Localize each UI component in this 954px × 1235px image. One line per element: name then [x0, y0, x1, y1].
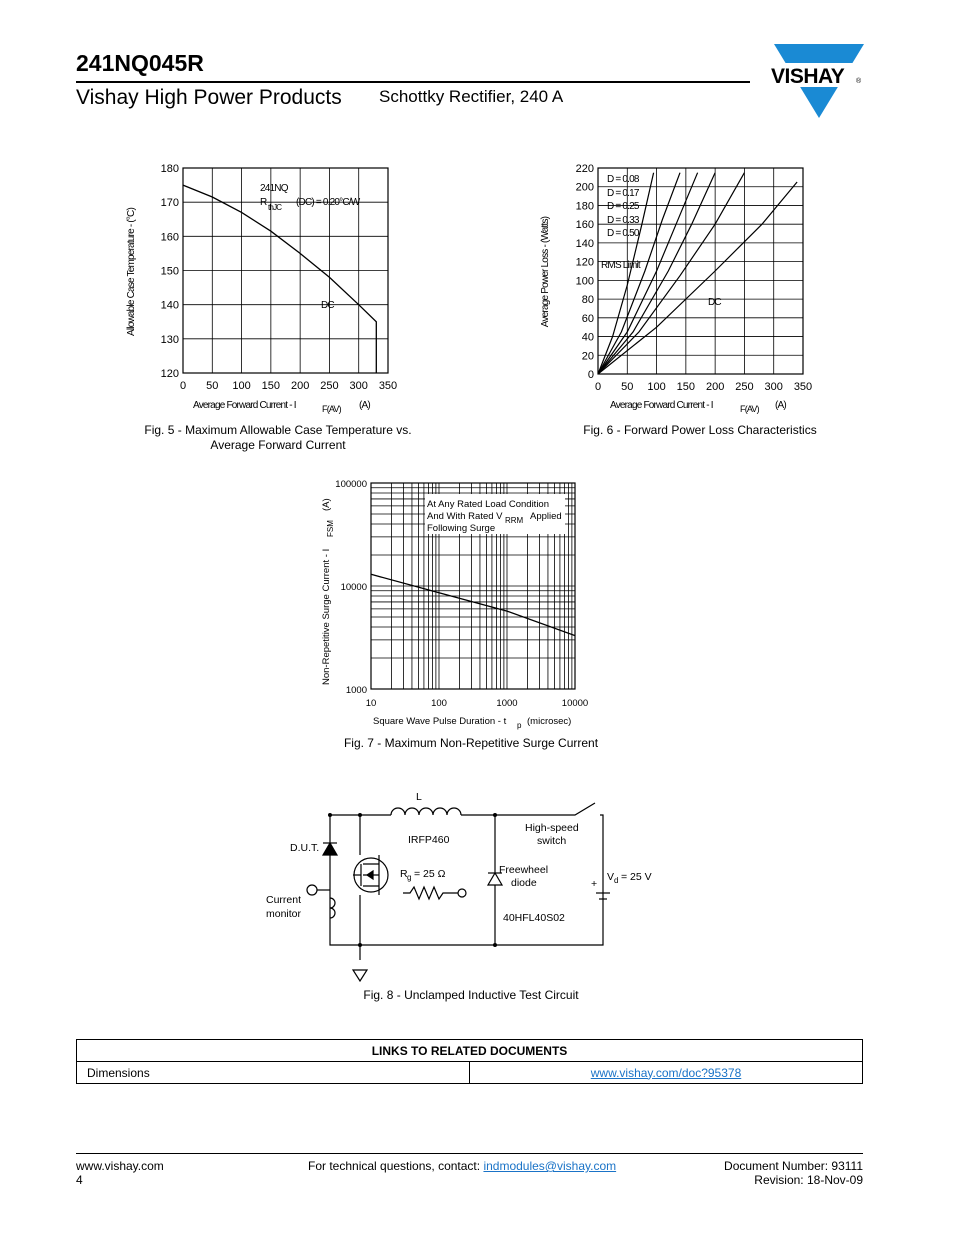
fig7-xtick: 10	[365, 698, 377, 709]
fig7-surge-curve	[371, 574, 575, 635]
fig6-xtick: 150	[676, 381, 696, 393]
fig5-xtick: 0	[179, 380, 187, 392]
rg-label: R	[400, 868, 408, 880]
fig5-xlabel-sub: F(AV)	[322, 404, 341, 414]
fig6-ylabel: Average Power Loss - (Watts)	[540, 216, 551, 328]
fig6-ytick: 0	[587, 369, 594, 381]
footer-website: www.vishay.com	[76, 1159, 164, 1173]
fig6-rms-label: RMS Limit	[601, 260, 640, 271]
fig6-duty-label-1: D = 0.08	[607, 174, 639, 185]
freewheel-label-line2: diode	[511, 877, 537, 889]
fig5-dc-label: DC	[321, 300, 334, 311]
fig7-xlabel: Square Wave Pulse Duration - t	[373, 716, 507, 727]
fig6-xtick: 200	[705, 381, 725, 393]
fig6-xtick: 250	[735, 381, 754, 393]
fig6-ytick: 180	[575, 200, 594, 213]
fig7-ytick: 100000	[335, 479, 367, 490]
fig6-caption: Fig. 6 - Forward Power Loss Characteristics	[583, 423, 817, 437]
fig6-ytick: 40	[581, 331, 594, 344]
footer-page-number: 4	[76, 1173, 83, 1187]
fig5-annotation-r: R	[260, 197, 267, 208]
fig6-ytick: 120	[575, 256, 594, 269]
fig6-ytick: 80	[581, 294, 594, 307]
fig6-ytick: 60	[581, 312, 594, 325]
footer-right	[724, 1159, 863, 1187]
fig6-ytick: 200	[575, 181, 594, 194]
fig5-ytick: 130	[160, 333, 179, 346]
fig6-dc-label: DC	[708, 297, 721, 308]
fig5-ytick: 160	[160, 231, 179, 244]
fig7-ylabel-sub: FSM	[326, 520, 335, 537]
fig6-duty-label-2: D = 0.17	[607, 188, 639, 199]
fig5-xtick: 300	[349, 380, 368, 392]
fig5-ytick: 170	[160, 197, 179, 210]
fig5-ytick: 180	[160, 163, 179, 175]
fig5-xtick: 100	[232, 380, 251, 392]
fig7-ylabel: Non-Repetitive Surge Current - I	[321, 548, 332, 685]
footer-contact	[308, 1159, 616, 1173]
fig5-annotation-value: (DC) = 0.20°C/W	[296, 197, 360, 208]
footer-revision: Revision: 18-Nov-09	[754, 1173, 863, 1187]
current-monitor-line2: monitor	[266, 908, 302, 920]
fig5-chart	[118, 160, 418, 420]
fig6-xtick: 100	[647, 381, 666, 393]
inductor-coil	[391, 808, 461, 815]
vd-label-sub: d	[614, 876, 619, 885]
fig6-xtick: 300	[764, 381, 783, 393]
mosfet-label: IRFP460	[408, 834, 450, 846]
fig5-xlabel: Average Forward Current - I	[193, 400, 296, 411]
registered-mark-icon: ®	[856, 78, 862, 85]
fig5-xtick: 250	[320, 380, 339, 392]
fig5-ytick: 120	[160, 368, 179, 380]
vd-label: V	[607, 871, 615, 883]
inductor-label: L	[416, 791, 422, 803]
dimensions-link[interactable]: www.vishay.com/doc?95378	[590, 1065, 742, 1080]
rg-label-sub: g	[407, 873, 412, 882]
fig8-circuit	[255, 785, 675, 990]
current-monitor-line1: Current	[266, 894, 302, 906]
diode-part-label: 40HFL40S02	[503, 912, 565, 924]
fig7-note-line3: Following Surge	[427, 523, 496, 534]
fig7-note-line2a: And With Rated V	[427, 511, 503, 522]
rg-value: = 25 Ω	[414, 868, 446, 880]
fig7-caption: Fig. 7 - Maximum Non-Repetitive Surge Current	[343, 736, 599, 750]
brand-line: Vishay High Power Products	[76, 86, 342, 109]
fig5-annotation-sub: thJC	[268, 203, 282, 212]
fig5-annotation-part: 241NQ	[260, 183, 288, 194]
vishay-logo	[768, 44, 866, 119]
links-table	[76, 1039, 863, 1084]
fig6-ytick: 100	[575, 275, 594, 288]
vd-plus: +	[591, 878, 598, 890]
links-row-label: Dimensions	[77, 1062, 470, 1084]
part-number: 241NQ045R	[76, 50, 204, 76]
fig6-xtick: 0	[594, 381, 602, 393]
fig5-xlabel-unit: (A)	[359, 400, 370, 411]
fig5-ytick: 140	[160, 299, 179, 312]
fig7-chart	[315, 475, 605, 730]
footer-contact-email[interactable]: indmodules@vishay.com	[483, 1159, 617, 1173]
freewheel-label-line1: Freewheel	[499, 864, 549, 876]
document-subtitle: Schottky Rectifier, 240 A	[379, 87, 564, 106]
switch-label-line1: High-speed	[525, 822, 579, 834]
footer-contact-text: For technical questions, contact:	[308, 1159, 481, 1173]
fig7-xtick: 1000	[496, 698, 518, 709]
fig6-xlabel-sub: F(AV)	[740, 404, 759, 414]
fig6-chart	[530, 160, 830, 420]
fig7-ytick: 10000	[340, 582, 367, 593]
fig7-xlabel-sub: p	[517, 721, 522, 730]
fig6-ytick: 220	[575, 163, 594, 175]
fig6-xtick: 350	[793, 381, 813, 393]
fig6-ytick: 160	[575, 219, 594, 232]
fig6-duty-label-4: D = 0.33	[607, 215, 639, 226]
fig5-ylabel: Allowable Case Temperature - (°C)	[126, 207, 137, 337]
fig7-note-line2-sub: RRM	[505, 516, 524, 525]
dut-label: D.U.T.	[290, 842, 320, 854]
footer-document-number: Document Number: 93111	[724, 1159, 863, 1173]
fig5-xtick: 50	[206, 380, 219, 392]
switch-label-line2: switch	[537, 835, 567, 847]
fig6-duty-label-3: D = 0.25	[607, 201, 639, 212]
fig6-ytick: 20	[581, 350, 594, 363]
links-table-heading: LINKS TO RELATED DOCUMENTS	[77, 1040, 863, 1062]
fig7-note-line2b: Applied	[530, 511, 562, 522]
fig5-xtick: 350	[378, 380, 398, 392]
fig6-xlabel: Average Forward Current - I	[610, 400, 713, 411]
fig6-duty-label-5: D = 0.50	[607, 228, 639, 239]
fig5-caption: Fig. 5 - Maximum Allowable Case Temperature vs. Average Forward Current	[144, 423, 412, 452]
fig7-xlabel-unit: (microsec)	[527, 716, 572, 727]
fig7-note-line1: At Any Rated Load Condition	[427, 499, 550, 510]
vd-value: = 25 V	[621, 871, 652, 883]
fig5-ytick: 150	[160, 265, 179, 278]
fig8-caption: Fig. 8 - Unclamped Inductive Test Circuit	[363, 988, 579, 1002]
fig7-xtick: 100	[431, 698, 447, 709]
fig6-xtick: 50	[621, 381, 634, 393]
header-rule	[76, 81, 750, 83]
fig7-ytick: 1000	[345, 685, 367, 696]
footer-rule	[76, 1153, 863, 1154]
fig7-xtick: 10000	[561, 698, 589, 709]
fig6-ytick: 140	[575, 237, 594, 250]
fig5-xtick: 150	[261, 380, 281, 392]
fig7-ylabel-unit: (A)	[321, 498, 332, 511]
logo-text: VISHAY	[771, 65, 845, 88]
footer-left	[76, 1159, 164, 1187]
fig5-xtick: 200	[290, 380, 310, 392]
fig6-xlabel-unit: (A)	[775, 400, 786, 411]
